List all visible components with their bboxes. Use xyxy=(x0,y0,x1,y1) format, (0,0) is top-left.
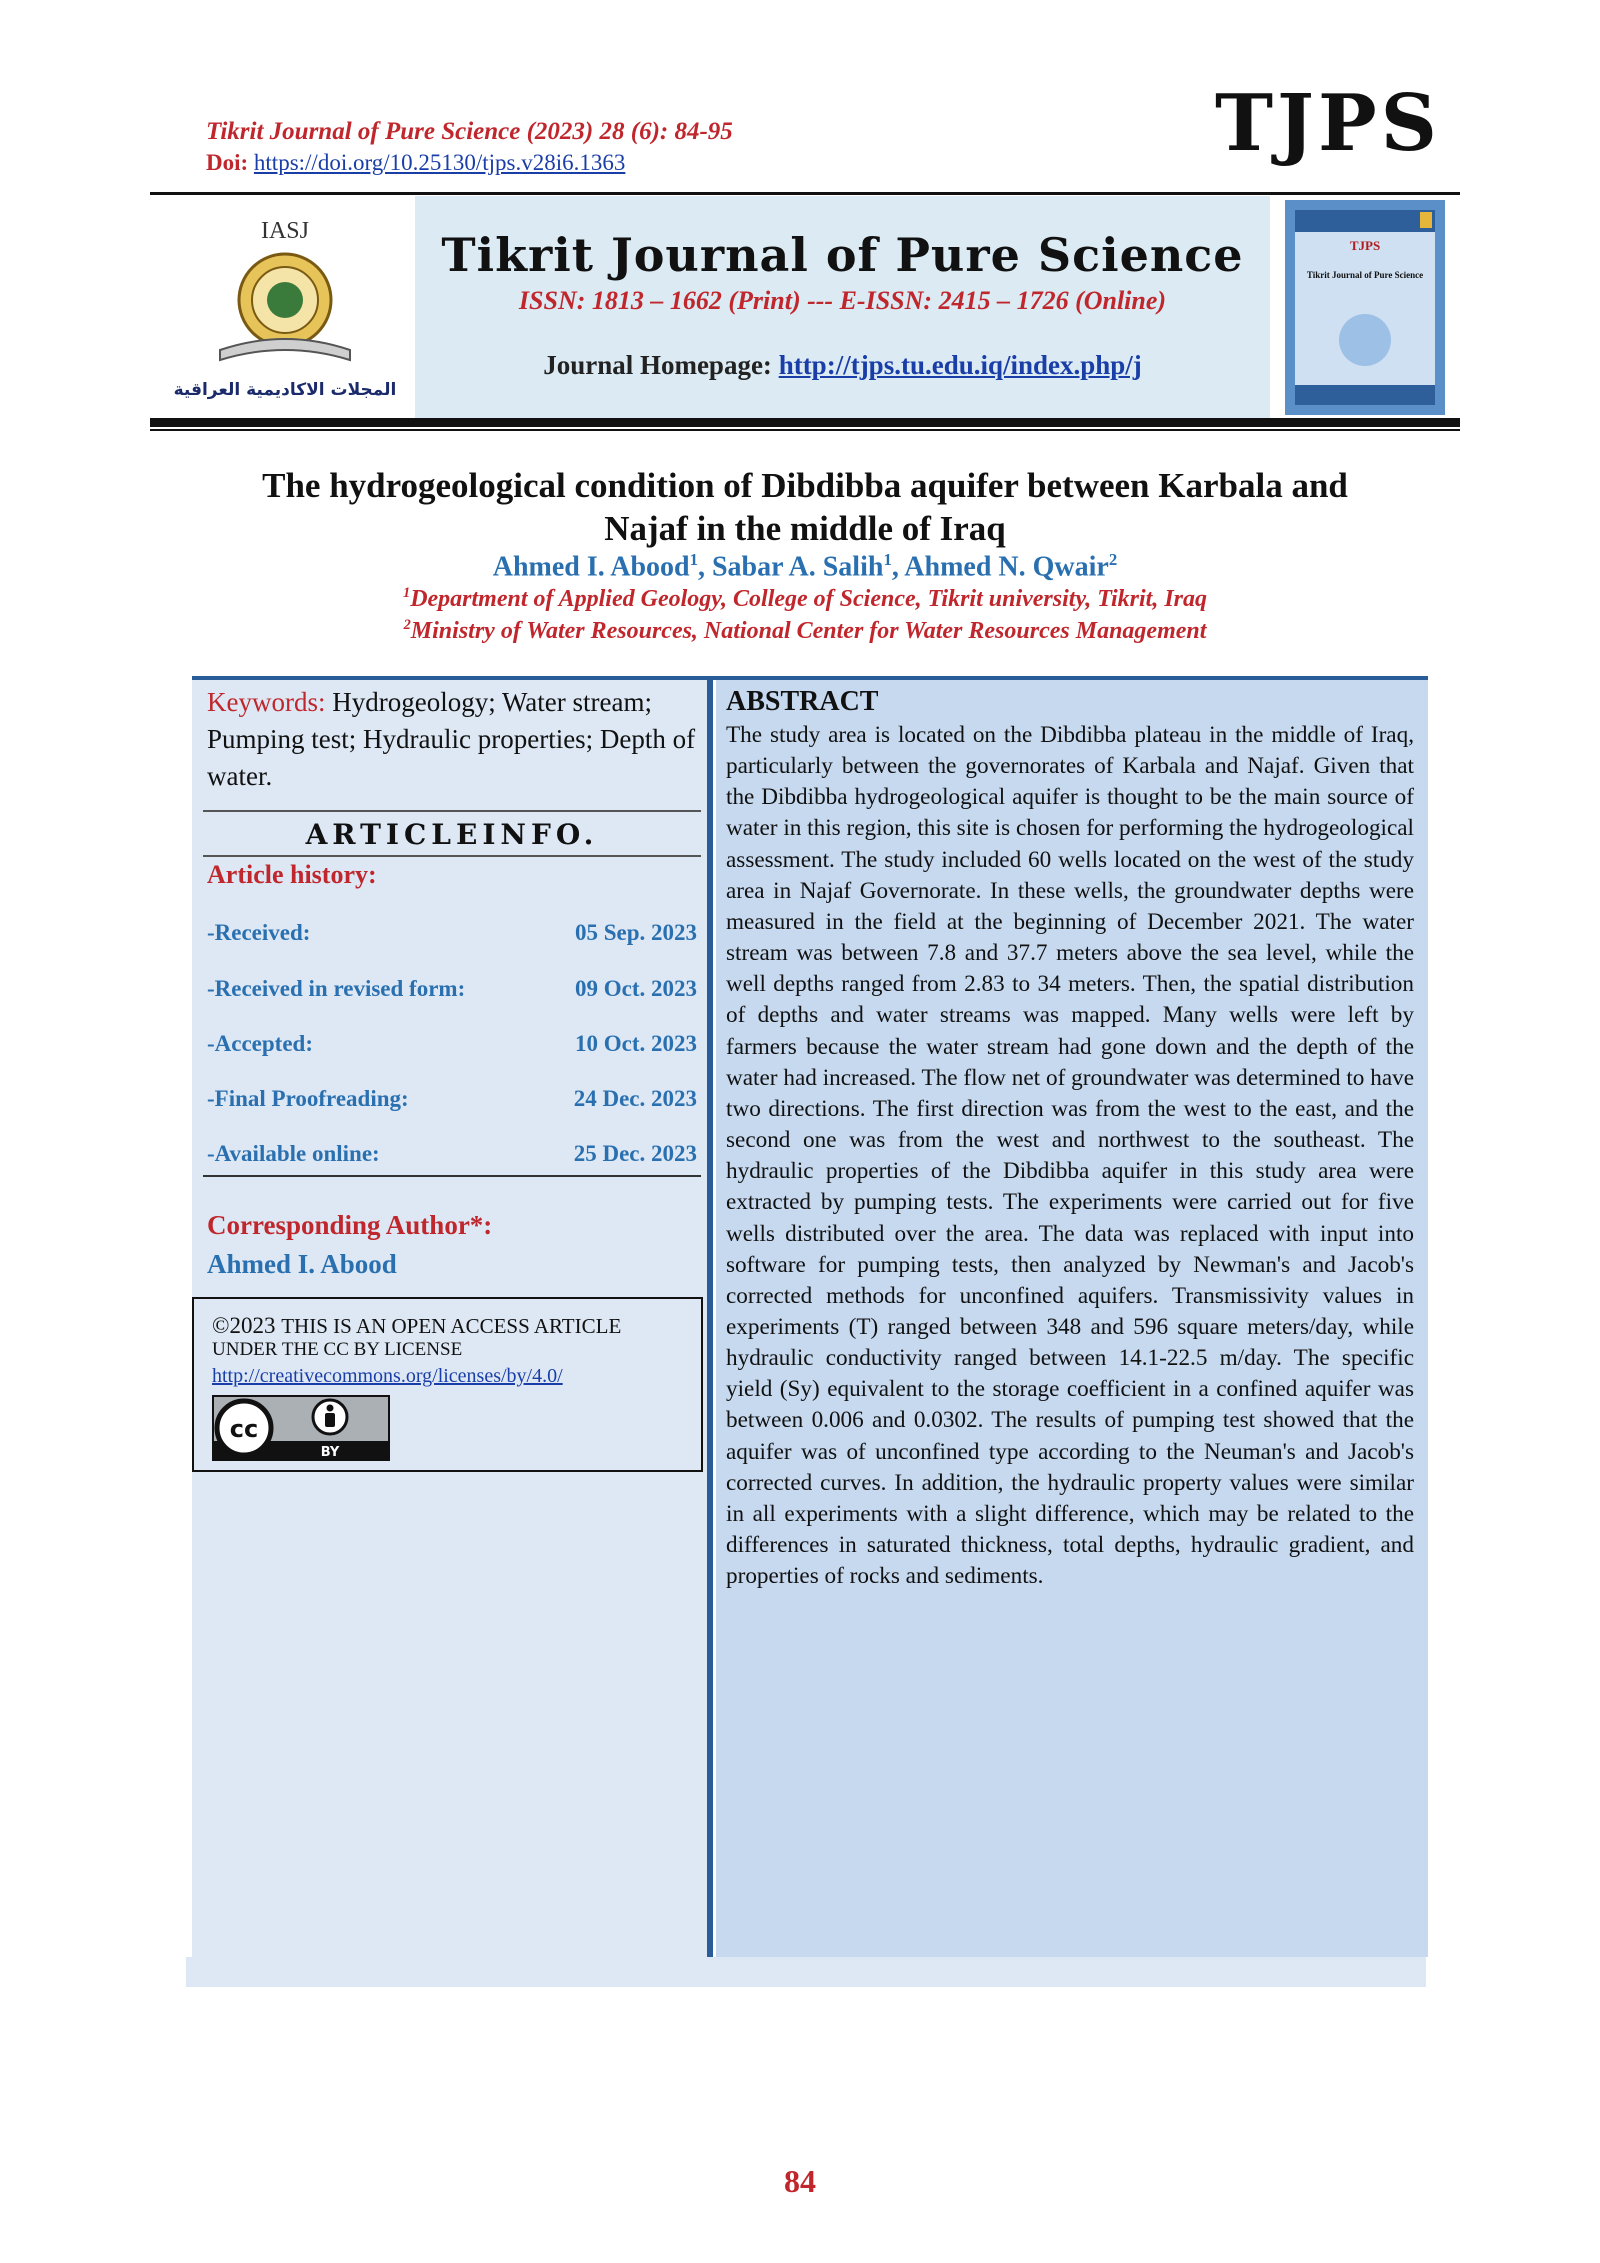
corresponding-author-name: Ahmed I. Abood xyxy=(207,1249,397,1279)
history-date: 05 Sep. 2023 xyxy=(574,920,697,945)
affiliation-mark: 1 xyxy=(402,585,411,601)
license-line1 xyxy=(212,1313,621,1339)
header-rule-thin xyxy=(150,429,1460,431)
author-separator: , xyxy=(891,551,905,583)
info-rule-top xyxy=(203,810,701,812)
keywords xyxy=(207,684,697,795)
affiliation-text: Ministry of Water Resources, National Center for Water Resources Management xyxy=(410,618,1207,644)
iasj-arabic-label: المجلات الاكاديمية العراقية xyxy=(173,380,397,400)
journal-issn: ISSN: 1813 – 1662 (Print) --- E-ISSN: 2415 – 1726 (Online) xyxy=(518,286,1167,315)
abstract-text: The study area is located on the Dibdibba plateau in the middle of Iraq, particularly between the governorates of Karbala and Najaf. Given that the Dibdibba hydrogeological aquifer is thought to be the main source of water in this region, this site is chosen for performing the hydrogeological assessment. The study included 60 wells located on the west of the study area in Najaf Governorate. In these wells, the groundwater depths were measured in the field at the beginning of December 2021. The water stream was between 7.8 and 37.7 meters above the sea level, while the well depths ranged from 2.83 to 34 meters. Then, the spatial distribution of depths and water streams was mapped. Many wells were left by farmers because the water stream had gone down and the depth of the water had increased. The flow net of groundwater was determined to have two directions. The first direction was from the west to the east, and the second one was from the west and northwest to the southeast. The hydraulic properties of the Dibdibba aquifer in this study area were extracted by pumping tests. The experiments were carried out for five wells distributed over the area. The data was replaced with input into software for pumping tests, then analyzed by Newman's and Jacob's corrected methods for unconfined aquifers. Transmissivity values in experiments (T) ranged between 348 and 596 square meters/day, while hydraulic conductivity ranged between 14.1-22.5 m/day. The specific yield (Sy) equivalent to the storage coefficient in a confined aquifer was between 0.006 and 0.0302. The results of pumping test showed that the aquifer was of unconfined type according to the Neuman's and Jacob's corrected curves. In addition, the hydraulic property values were similar in all experiments with a slight difference, which may be related to the differences in saturated thickness, total depths, hydraulic gradient, and properties of rocks and sediments. xyxy=(726,722,1414,1590)
article-info-heading: ARTICLEINFO. xyxy=(305,818,599,851)
author-name: Ahmed I. Abood xyxy=(492,551,690,583)
header-rule-thick xyxy=(150,418,1460,427)
svg-text:cc: cc xyxy=(229,1415,259,1443)
cover-title: Tikrit Journal of Pure Science xyxy=(1306,270,1424,280)
panel-top-rule xyxy=(192,676,1428,680)
author-name: Sabar A. Salih xyxy=(711,551,884,583)
license-text-1: THIS IS AN OPEN ACCESS ARTICLE xyxy=(281,1314,622,1338)
author-list xyxy=(150,550,1460,583)
affiliation-text: Department of Applied Geology, College of Science, Tikrit university, Tikrit, Iraq xyxy=(410,586,1207,612)
panel-bottom-strip xyxy=(186,1957,1426,1987)
paper-title xyxy=(150,464,1460,550)
iasj-logo xyxy=(160,210,410,410)
panel-divider xyxy=(707,677,713,1957)
history-date: 09 Oct. 2023 xyxy=(574,976,697,1001)
license-year: ©2023 xyxy=(212,1313,282,1338)
license-line2: UNDER THE CC BY LICENSE xyxy=(212,1339,463,1360)
cc-badge-label: BY xyxy=(320,1445,340,1460)
history-date: 24 Dec. 2023 xyxy=(573,1086,697,1111)
history-date: 25 Dec. 2023 xyxy=(573,1141,697,1166)
corresponding-author-label: Corresponding Author*: xyxy=(207,1210,493,1240)
history-row-revised xyxy=(207,976,697,1002)
author-affiliation-mark: 1 xyxy=(689,550,698,569)
license-link[interactable]: http://creativecommons.org/licenses/by/4.0/ xyxy=(212,1365,563,1387)
doi-label: Doi: xyxy=(206,150,254,175)
info-rule-bottom xyxy=(203,855,701,857)
journal-title: Tikrit Journal of Pure Science xyxy=(441,228,1244,282)
doi-link[interactable]: https://doi.org/10.25130/tjps.v28i6.1363 xyxy=(253,150,626,175)
author-affiliation-mark: 1 xyxy=(883,550,892,569)
keywords-text: Hydrogeology; Water stream; Pumping test; Hydraulic properties; Depth of water. xyxy=(207,687,696,791)
article-history-label: Article history: xyxy=(207,860,377,889)
cover-brand: TJPS xyxy=(1349,238,1381,253)
history-rule xyxy=(203,1175,701,1177)
homepage-link[interactable]: http://tjps.tu.edu.iq/index.php/j xyxy=(778,350,1142,380)
journal-cover-image xyxy=(1285,200,1445,415)
author-affiliation-mark: 2 xyxy=(1108,550,1118,569)
author-separator: , xyxy=(697,551,712,583)
paper-title-line2: Najaf in the middle of Iraq xyxy=(604,509,1006,548)
history-row-proofreading xyxy=(207,1086,697,1112)
abstract-heading: ABSTRACT xyxy=(726,686,879,717)
journal-homepage xyxy=(415,350,1270,381)
header-rule xyxy=(150,192,1460,195)
history-label: -Available online: xyxy=(207,1141,380,1166)
history-label: -Final Proofreading: xyxy=(207,1086,409,1111)
affiliation-1 xyxy=(150,585,1460,613)
history-date: 10 Oct. 2023 xyxy=(574,1031,697,1056)
history-row-online xyxy=(207,1141,697,1167)
affiliation-2 xyxy=(150,617,1460,645)
affiliation-mark: 2 xyxy=(403,617,411,633)
history-label: -Accepted: xyxy=(207,1031,314,1056)
journal-citation: Tikrit Journal of Pure Science (2023) 28 (6): 84-95 xyxy=(206,118,733,145)
iasj-logo-label: IASJ xyxy=(260,218,310,244)
paper-title-line1: The hydrogeological condition of Dibdibba aquifer between Karbala and xyxy=(262,466,1348,505)
homepage-label: Journal Homepage: xyxy=(543,350,779,380)
history-row-received xyxy=(207,920,697,946)
journal-brand: TJPS xyxy=(1215,78,1441,169)
keywords-label: Keywords: xyxy=(207,687,326,717)
history-row-accepted xyxy=(207,1031,697,1057)
history-label: -Received in revised form: xyxy=(207,976,466,1001)
cc-by-badge[interactable] xyxy=(212,1395,390,1461)
doi-line xyxy=(206,150,625,176)
page-number: 84 xyxy=(784,2163,816,2199)
author-name: Ahmed N. Qwair xyxy=(904,551,1109,583)
history-label: -Received: xyxy=(207,920,311,945)
